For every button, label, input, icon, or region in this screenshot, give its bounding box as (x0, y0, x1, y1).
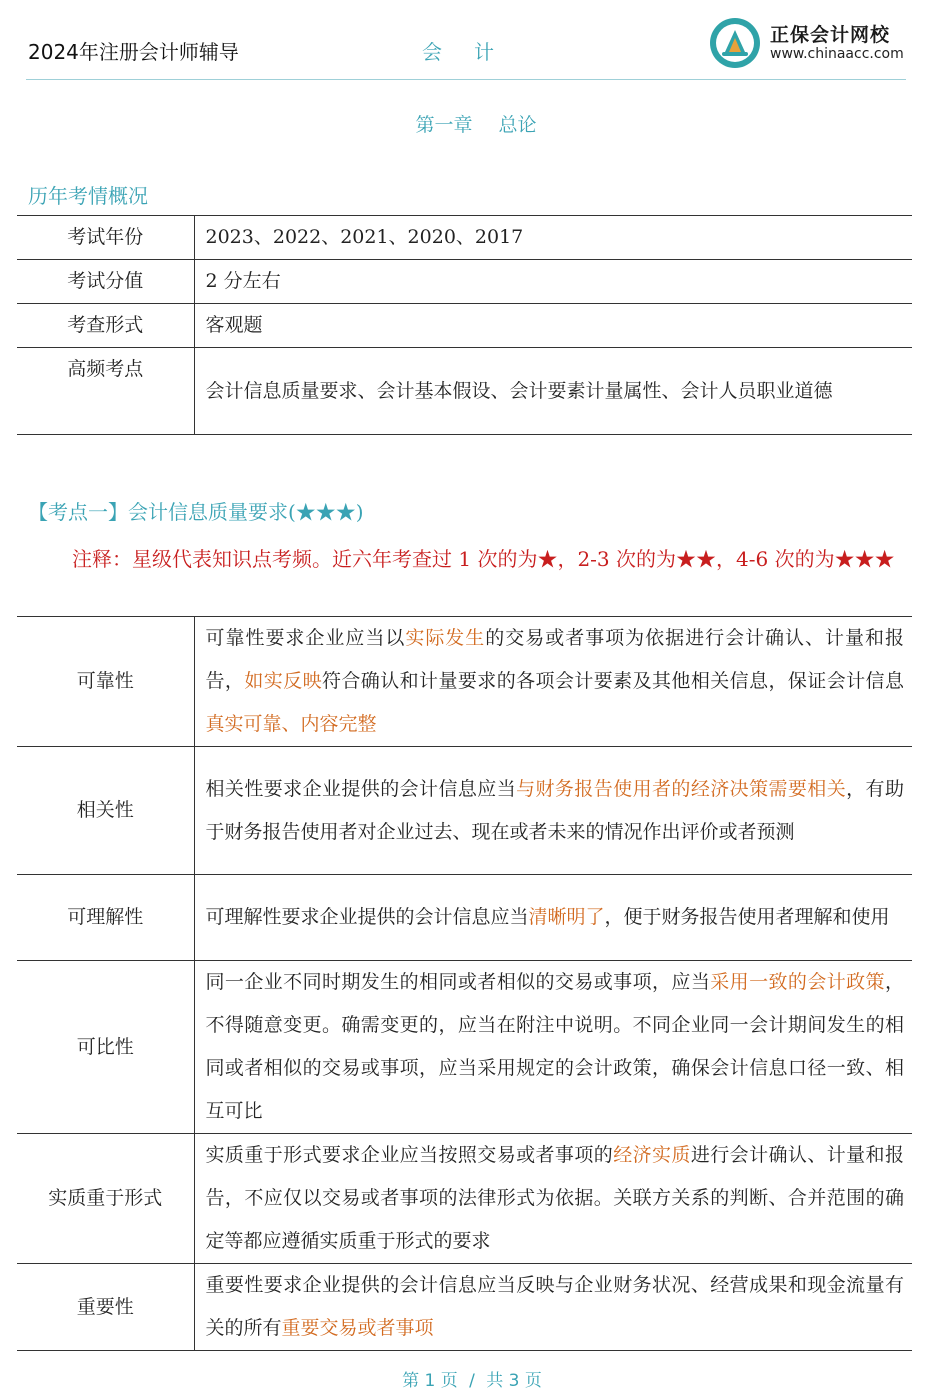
quality-description (194, 1264, 912, 1351)
quality-description (194, 747, 912, 875)
page-footer (0, 1366, 938, 1391)
table-row (17, 1264, 912, 1351)
row-label: 考试年份 (17, 216, 194, 260)
page-current: 第 1 页 (402, 1371, 458, 1391)
quality-label: 可比性 (17, 961, 194, 1134)
quality-description (194, 617, 912, 747)
table-row (17, 304, 912, 348)
row-value: 会计信息质量要求、会计基本假设、会计要素计量属性、会计人员职业道德 (194, 348, 912, 435)
logo-mark-icon (708, 16, 762, 70)
quality-description (194, 1134, 912, 1264)
quality-description (194, 875, 912, 961)
highlight-text: 重要交易或者事项 (281, 1317, 434, 1339)
body-text: 可靠性要求企业应当以 (205, 627, 406, 649)
header-course-title: 2024年注册会计师辅导 (28, 40, 239, 64)
quality-description (194, 961, 912, 1134)
knowledge-point-title: 【考点一】会计信息质量要求(★★★) (28, 500, 364, 524)
quality-label: 相关性 (17, 747, 194, 875)
highlight-text: 实际发生 (405, 627, 486, 649)
body-text: 符合确认和计量要求的各项会计要素及其他相关信息，保证会计信息 (321, 670, 904, 692)
row-value: 2023、2022、2021、2020、2017 (194, 216, 912, 260)
table-row (17, 875, 912, 961)
quality-requirements-table (17, 616, 912, 1351)
body-text: 的交易或者事项为依据进行会计确认、计量和报告， (205, 627, 904, 692)
quality-label: 可理解性 (17, 875, 194, 961)
highlight-text: 采用一致的会计政策 (710, 971, 885, 993)
row-value: 2 分左右 (194, 260, 912, 304)
chapter-title: 总论 (498, 114, 537, 136)
page-header (0, 0, 938, 82)
row-label: 高频考点 (17, 348, 194, 435)
highlight-text: 真实可靠、内容完整 (205, 713, 377, 735)
body-text: ，不得随意变更。确需变更的，应当在附注中说明。不同企业同一会计期间发生的相同或者相似的交易或事项，应当采用规定的会计政策，确保会计信息口径一致、相互可比 (205, 971, 904, 1122)
quality-label: 重要性 (17, 1264, 194, 1351)
frequency-note: 注释：星级代表知识点考频。近六年考查过 1 次的为★，2-3 次的为★★，4-6 次的为★★★ (72, 547, 895, 571)
body-text: ，有助于财务报告使用者对企业过去、现在或者未来的情况作出评价或者预测 (205, 777, 904, 843)
table-row (17, 348, 912, 435)
row-value: 客观题 (194, 304, 912, 348)
section-title: 历年考情概况 (28, 184, 148, 208)
logo-url: www.chinaacc.com (770, 46, 904, 62)
page-total: 共 3 页 (486, 1371, 542, 1391)
table-row (17, 1134, 912, 1264)
logo-name: 正保会计网校 (770, 24, 891, 46)
highlight-text: 经济实质 (613, 1144, 691, 1166)
chapter-number: 第一章 (415, 114, 473, 136)
brand-logo[interactable] (708, 16, 908, 70)
page-separator: / (469, 1371, 475, 1391)
quality-label: 实质重于形式 (17, 1134, 194, 1264)
body-text: 可理解性要求企业提供的会计信息应当 (205, 906, 529, 928)
highlight-text: 与财务报告使用者的经济决策需要相关 (516, 777, 847, 800)
table-row (17, 747, 912, 875)
highlight-text: 如实反映 (244, 670, 322, 692)
row-label: 考查形式 (17, 304, 194, 348)
table-row (17, 617, 912, 747)
table-row (17, 216, 912, 260)
body-text: 重要性要求企业提供的会计信息应当反映与企业财务状况、经营成果和现金流量有关的所有 (205, 1274, 904, 1339)
header-subject: 会计 (422, 40, 526, 64)
table-row (17, 961, 912, 1134)
table-row (17, 260, 912, 304)
body-text: ，便于财务报告使用者理解和使用 (604, 906, 890, 928)
body-text: 相关性要求企业提供的会计信息应当 (205, 777, 517, 800)
row-label: 考试分值 (17, 260, 194, 304)
quality-label: 可靠性 (17, 617, 194, 747)
exam-overview-table (17, 215, 912, 435)
body-text: 实质重于形式要求企业应当按照交易或者事项的 (205, 1144, 614, 1166)
header-divider (26, 79, 906, 80)
chapter-heading (0, 110, 938, 137)
highlight-text: 清晰明了 (528, 906, 605, 928)
body-text: 进行会计确认、计量和报告，不应仅以交易或者事项的法律形式为依据。关联方关系的判断、合并范围的确定等都应遵循实质重于形式的要求 (205, 1144, 904, 1252)
body-text: 同一企业不同时期发生的相同或者相似的交易或事项，应当 (205, 971, 711, 993)
